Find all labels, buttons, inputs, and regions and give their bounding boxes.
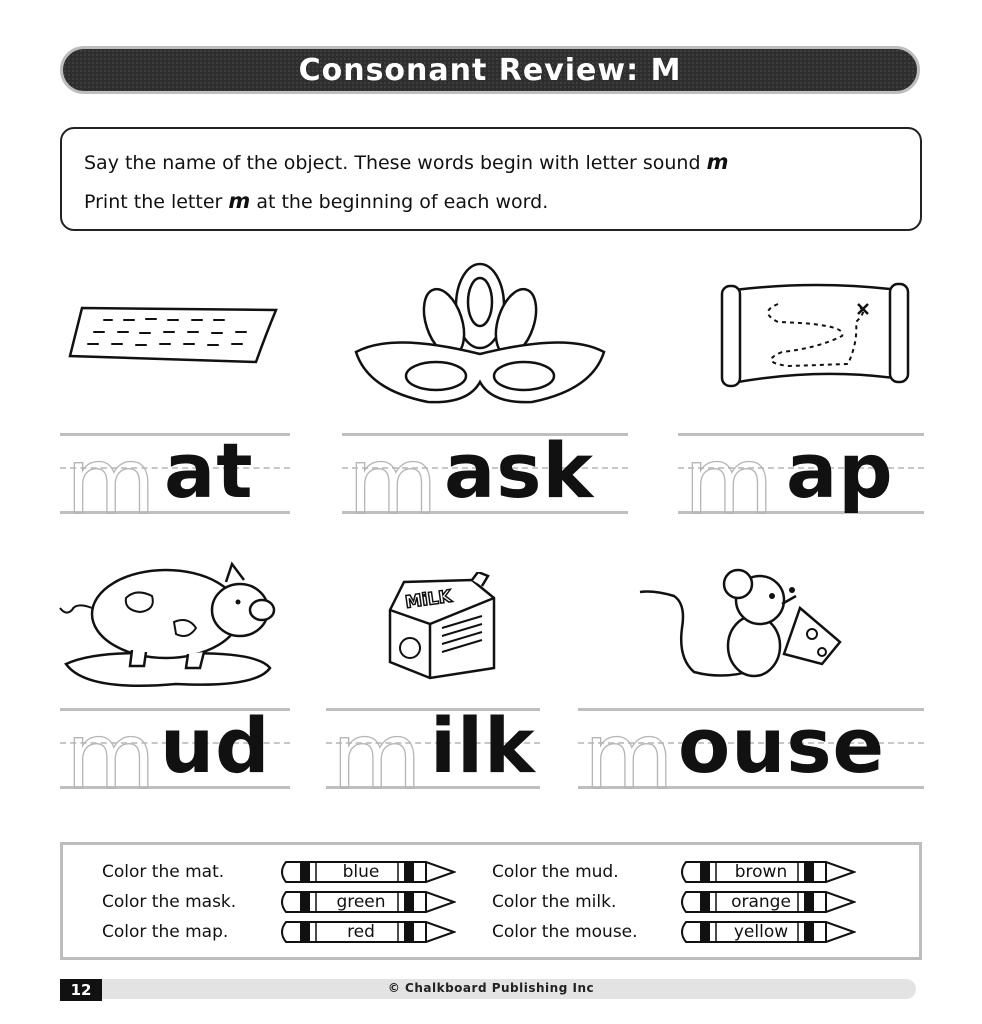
mud-icon <box>56 558 282 694</box>
coloring-instruction: Color the mud. <box>492 862 619 882</box>
trace-letter[interactable]: m <box>584 703 674 810</box>
crayon-red[interactable] <box>276 920 456 944</box>
map-icon <box>718 282 914 390</box>
word-row-mat <box>60 426 290 535</box>
word-row-map <box>678 426 924 535</box>
mask-icon <box>352 262 608 408</box>
word-ending: ap <box>786 426 894 515</box>
crayon-label: orange <box>731 892 791 912</box>
instructions-box <box>60 127 922 231</box>
trace-letter[interactable]: m <box>66 428 156 535</box>
word-row-mask <box>342 426 628 535</box>
coloring-instruction: Color the mask. <box>102 892 237 912</box>
crayon-label: brown <box>734 862 788 882</box>
word-row-mud <box>60 701 290 810</box>
crayon-green[interactable] <box>276 890 456 914</box>
milk-icon <box>382 572 518 684</box>
instruction-line-2: Print the letter m at the beginning of each word. <box>84 189 549 213</box>
trace-letter[interactable]: m <box>348 428 438 535</box>
mat-icon <box>64 300 284 370</box>
word-ending: at <box>164 426 254 515</box>
coloring-instruction: Color the milk. <box>492 892 617 912</box>
title-banner <box>60 46 920 94</box>
word-ending: ouse <box>678 701 886 790</box>
word-row-mouse <box>578 701 924 810</box>
copyright: © Chalkboard Publishing Inc <box>387 981 595 995</box>
word-ending: ask <box>444 426 595 515</box>
crayon-brown[interactable] <box>676 860 856 884</box>
trace-letter[interactable]: m <box>332 703 422 810</box>
word-row-milk <box>326 701 540 810</box>
mouse-icon <box>634 568 846 682</box>
crayon-label: red <box>347 922 375 942</box>
page-number: 12 <box>60 979 102 1001</box>
trace-letter[interactable]: m <box>66 703 156 810</box>
crayon-orange[interactable] <box>676 890 856 914</box>
trace-letter[interactable]: m <box>684 428 774 535</box>
crayon-blue[interactable] <box>276 860 456 884</box>
crayon-label: green <box>336 892 386 912</box>
crayon-label: yellow <box>733 922 789 942</box>
instruction-line-1: Say the name of the object. These words begin with letter sound m <box>84 150 729 174</box>
word-ending: ud <box>160 701 271 790</box>
coloring-instruction: Color the map. <box>102 922 229 942</box>
coloring-instruction: Color the mouse. <box>492 922 638 942</box>
milk-carton-label: MiLK <box>403 586 453 613</box>
page-title: Consonant Review: M <box>298 52 682 88</box>
crayon-yellow[interactable] <box>676 920 856 944</box>
word-ending: ilk <box>430 701 536 790</box>
crayon-label: blue <box>342 862 380 882</box>
coloring-instruction: Color the mat. <box>102 862 225 882</box>
